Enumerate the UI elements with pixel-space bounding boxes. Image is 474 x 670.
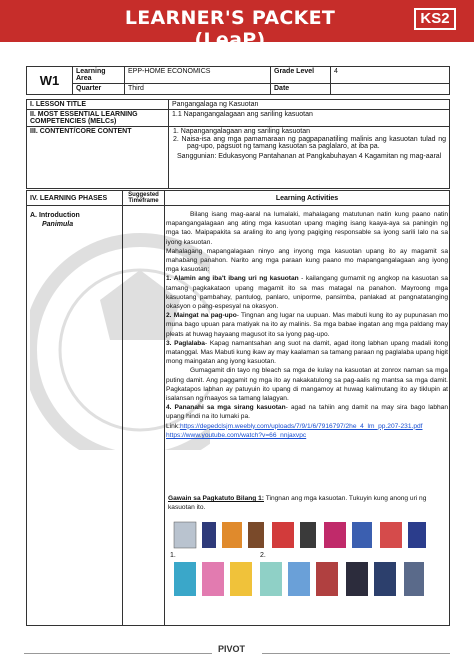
grade-level-label: Grade Level bbox=[271, 67, 331, 84]
lesson-title-value: Pangangalaga ng Kasuotan bbox=[169, 100, 450, 110]
activity-item bbox=[166, 339, 448, 367]
footer-divider bbox=[24, 653, 212, 654]
item-body: - Kapag namantsahan ang suot na damit, agad itong labhan upang madali itong matanggal. Mas Mabuti kung ikaw ay may kaalaman sa tamang paraan ng paglalaba upang higit mong maingatan ang iyong kasuotan. bbox=[166, 339, 448, 366]
content-item: 1. Napangangalagaan ang sariling kasuotan bbox=[173, 128, 310, 135]
phases-header: IV. LEARNING PHASES bbox=[27, 191, 123, 206]
item-title: 3. Paglalaba bbox=[166, 339, 205, 347]
week-label: W1 bbox=[27, 67, 73, 95]
packet-title: LEARNER'S PACKET (LeaP) bbox=[124, 7, 336, 51]
care-paragraph: Mahalagang mapangalagaan ninyo ang inyong mga kasuotan upang ito ay magamit sa mahabang panahon. Narito ang mga paraan kung paano mo mapangangalagaan ang iyong mga kasuotan: bbox=[166, 247, 448, 274]
clothing-illustrations bbox=[168, 518, 452, 610]
clothing-row-2 bbox=[174, 562, 424, 596]
date-value bbox=[331, 84, 450, 95]
quarter-label: Quarter bbox=[73, 84, 125, 95]
activity-title: Gawain sa Pagkatuto Bilang 1: bbox=[168, 495, 264, 502]
reference-text: Sanggunian: Edukasyong Pantahanan at Pangkabuhayan 4 Kagamitan ng mag-aaral bbox=[177, 153, 442, 160]
date-label: Date bbox=[271, 84, 331, 95]
footer-divider bbox=[262, 653, 450, 654]
activity-instructions bbox=[168, 494, 448, 512]
key-stage-badge: KS2 bbox=[414, 8, 456, 30]
learning-area-value: EPP-HOME ECONOMICS bbox=[125, 67, 271, 84]
footer bbox=[0, 640, 474, 670]
melc-label: II. MOST ESSENTIAL LEARNING COMPETENCIES (MELCs) bbox=[27, 110, 169, 127]
phase-introduction-sub: Panimula bbox=[42, 221, 74, 228]
activity-item bbox=[166, 274, 448, 311]
item-body: - Tingnan ang lugar na uupuan. Mas mabuti kung ito ay pupunasan mo muna bago upuan para matiyak na ito ay malinis. Sa mga babae ingatan ang mga paldang may pleats at huwag hayaang magusot ito sa iyong pag-upo. bbox=[166, 312, 448, 338]
link-block bbox=[166, 422, 448, 431]
item-title: 4. Pananahi sa mga sirang kasuotan bbox=[166, 404, 286, 412]
bleach-paragraph: Gumagamit din tayo ng bleach sa mga de kulay na kasuotan at zonrox naman sa mga puting damit. Ang paggamit ng mga ito ay nakakatulong sa pag-aalis ng mantsa sa mga damit. Pagkatapos labhan ay patuyuin ito upang di mangamoy at huwag kalimutang ito ay tiklupin at isalansan ng maayos sa tamang lalagyan. bbox=[166, 367, 448, 403]
phase-introduction: A. Introduction bbox=[30, 212, 80, 219]
item-title: 1. Alamin ang iba't ibang uri ng kasuotan bbox=[166, 275, 299, 283]
content-item: 2. Naisa-isa ang mga pamamaraan ng pagpapanatiling malinis ang kasuotan tulad ng pag-upo, pagsuot ng tamang kasuotan sa paglalaro, at iba pa. bbox=[173, 136, 446, 150]
learning-area-label: Learning Area bbox=[73, 67, 125, 84]
item-number: 1. bbox=[170, 552, 176, 559]
intro-paragraph: Bilang isang mag-aaral na lumalaki, mahalagang matutunan natin kung paano natin mapangangalagaan ang ating mga kasuotan upang maging isang kaaya-aya sa paningin ng mga tao. Maipapakita sa araling ito ang iyong pagiging responsable sa iyong sarili lalo na sa iyong kasuotan. bbox=[166, 211, 448, 246]
link-label: Link: bbox=[166, 422, 180, 430]
video-link-row bbox=[166, 431, 448, 440]
clothing-row-1 bbox=[174, 522, 426, 548]
activity-body: Tingnan ang mga kasuotan. Tukuyin kung anong uri ng kasuotan ito. bbox=[168, 495, 427, 511]
activity-item bbox=[166, 311, 448, 339]
lesson-title-label: I. LESSON TITLE bbox=[27, 100, 169, 110]
activity-item bbox=[166, 403, 448, 421]
content-label: III. CONTENT/CORE CONTENT bbox=[27, 127, 169, 189]
item-title: 2. Maingat na pag-upo bbox=[166, 312, 237, 320]
video-link[interactable]: https://www.youtube.com/watch?v=66_nnjaxvpc bbox=[166, 431, 307, 439]
item-body: - agad na tahiin ang damit na may sira bago labhan upang hindi na ito lumaki pa. bbox=[166, 404, 448, 421]
title-banner bbox=[0, 0, 474, 51]
header-table bbox=[26, 66, 450, 95]
activities-header: Learning Activities bbox=[165, 191, 450, 206]
pdf-link[interactable]: https://depedclsjm.weebly.com/uploads/7/9/1/6/7916797/2he_4_lm_pp.207-231.pdf bbox=[179, 422, 423, 430]
item-number: 2. bbox=[260, 552, 266, 559]
learning-activities bbox=[166, 210, 448, 440]
item-body: - kailangang gumamit ng angkop na kasuotan sa tamang pagkakataon upang magamit ito sa mas matagal na panahon. Mayroong mga kasuotang pambahay, pantulog, panlaro, uniporme, pansimba, panlakad at pangnatatanging okasyon o pang-espesyal na okasyon. bbox=[166, 275, 448, 311]
quarter-value: Third bbox=[125, 84, 271, 95]
melc-value: 1.1 Napangangalagaan ang sariling kasuotan bbox=[169, 110, 450, 127]
timeframe-header: Suggested Timeframe bbox=[123, 191, 165, 206]
pivot-brand: PIVOT bbox=[218, 644, 246, 654]
lesson-table bbox=[26, 99, 450, 189]
content-list bbox=[169, 127, 450, 189]
grade-level-value: 4 bbox=[331, 67, 450, 84]
